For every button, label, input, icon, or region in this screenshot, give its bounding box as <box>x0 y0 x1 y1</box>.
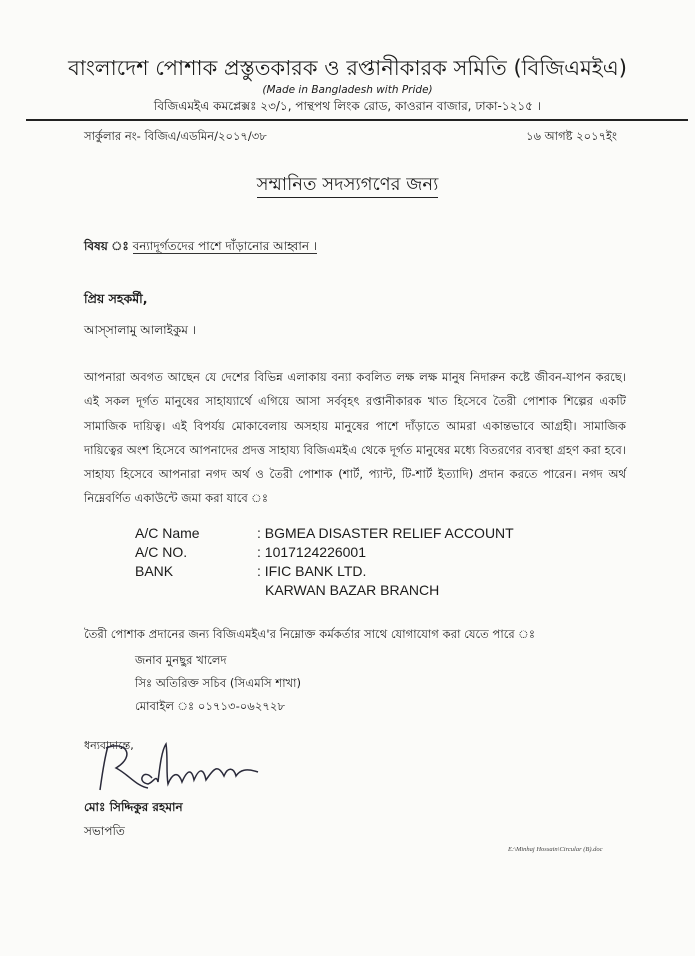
contact-intro: তৈরী পোশাক প্রদানের জন্য বিজিএমইএ'র নিম্নোক্ত কর্মকর্তার সাথে যোগাযোগ করা যেতে পারে ঃ <box>84 627 536 641</box>
greeting: আস্সালামু আলাইকুম । <box>84 323 197 337</box>
account-row <box>135 562 565 581</box>
closing: ধন্যবাদান্তে, <box>84 739 134 752</box>
account-value: KARWAN BAZAR BRANCH <box>265 582 440 598</box>
account-key <box>135 581 257 600</box>
subject-line <box>84 238 317 258</box>
contact-name: জনাব মুনছুর খালেদ <box>135 653 227 667</box>
circular-number: সার্কুলার নং- বিজিএ/এডমিন/২০১৭/৩৮ <box>84 129 267 143</box>
account-row <box>135 543 565 562</box>
letter-date: ১৬ আগষ্ট ২০১৭ইং <box>526 129 617 143</box>
contact-mobile: মোবাইল ঃ ০১৭১৩-০৬২৭২৮ <box>135 699 285 713</box>
account-row <box>135 581 565 600</box>
contact-block <box>135 649 301 718</box>
account-value: : IFIC BANK LTD. <box>257 563 367 579</box>
salutation: প্রিয় সহকর্মী, <box>84 291 148 306</box>
subject-label: বিষয় ঃ <box>84 239 129 253</box>
account-row <box>135 524 565 543</box>
address: বিজিএমইএ কমপ্লেক্সঃ ২৩/১, পান্থপথ লিংক রোড, কাওরান বাজার, ঢাকা-১২১৫ । <box>153 99 542 113</box>
account-key: A/C Name <box>135 525 200 541</box>
body-paragraph: আপনারা অবগত আছেন যে দেশের বিভিন্ন এলাকায় বন্যা কবলিত লক্ষ লক্ষ মানুষ নিদারুন কষ্টে জীবন-যাপন করছে। এই সকল দূর্গত মানুষের সাহায্যার্থে এগিয়ে আসা সর্ববৃহৎ রপ্তানীকারক খাত হিসেবে তৈরী পোশাক শিল্পের একটি সামাজিক দায়িত্ব। এই বিপর্যয় মোকাবেলায় অসহায় মানুষের পাশে দাঁড়াতে আমরা একান্তভাবে আগ্রহী। সামাজিক দায়িত্বের অংশ হিসেবে আপনাদের প্রদত্ত সাহায্য বিজিএমইএ থেকে দূর্গত মানুষের মধ্যে বিতরণের ব্যবস্থা গ্রহণ করা হবে। সাহায্য হিসেবে আপনারা নগদ অর্থ ও তৈরী পোশাক (শার্ট, প্যান্ট, টি-শার্ট ইত্যাদি) প্রদান করতে পারেন। নগদ অর্থ নিম্নেবর্ণিত একাউন্টে জমা করা যাবে ঃ <box>84 370 626 506</box>
account-value: : BGMEA DISASTER RELIEF ACCOUNT <box>257 525 514 541</box>
organization-name: বাংলাদেশ পোশাক প্রস্তুতকারক ও রপ্তানীকারক সমিতি (বিজিএমইএ) <box>68 56 627 80</box>
account-value: : 1017124226001 <box>257 544 366 560</box>
file-path: E:\Minhaj Hossain\Circular (B).doc <box>508 846 603 853</box>
header-divider <box>26 119 688 121</box>
signer-name: মোঃ সিদ্দিকুর রহমান <box>84 800 183 814</box>
subject-text: বন্যাদূর্গতদের পাশে দাঁড়ানোর আহ্বান । <box>132 239 318 253</box>
account-details <box>135 524 565 600</box>
signature-image <box>96 738 266 798</box>
contact-designation: সিঃ অতিরিক্ত সচিব (সিএমসি শাখা) <box>135 676 302 690</box>
account-key: BANK <box>135 563 174 579</box>
account-key: A/C NO. <box>135 544 188 560</box>
tagline: (Made in Bangladesh with Pride) <box>262 84 433 96</box>
signer-title: সভাপতি <box>84 824 125 838</box>
letter-heading <box>0 170 695 201</box>
heading-text: সম্মানিত সদস্যগণের জন্য <box>257 174 439 198</box>
